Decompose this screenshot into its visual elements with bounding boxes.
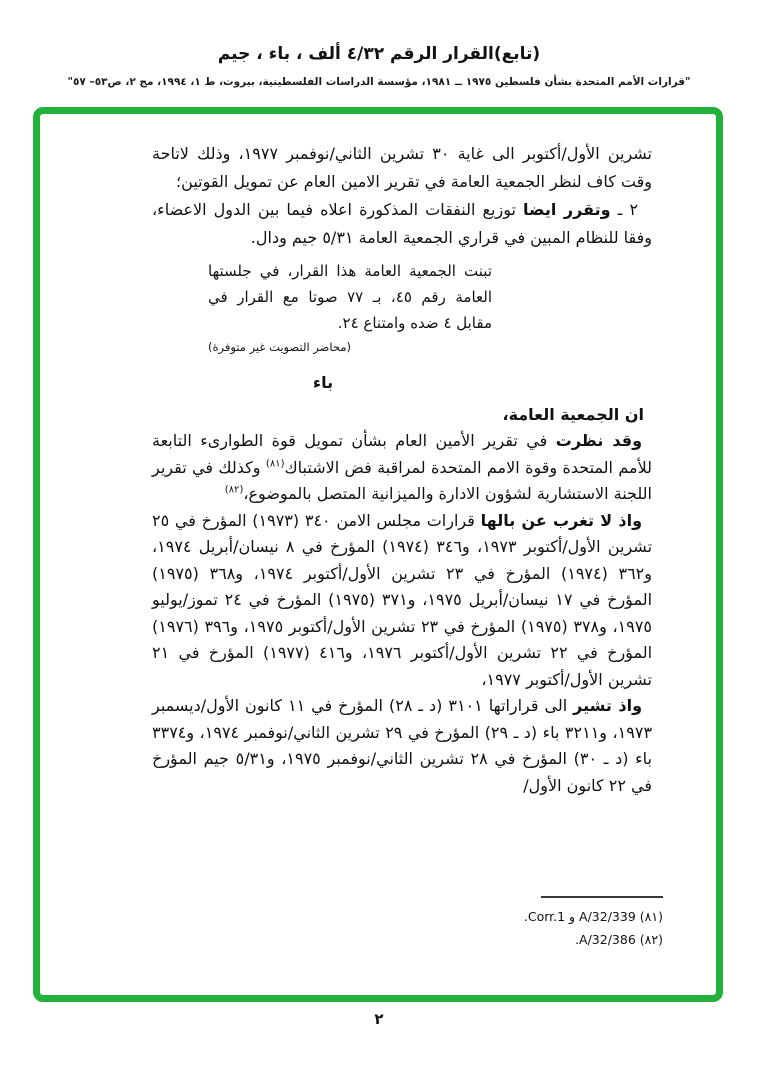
paragraph-text: الى قراراتها ٣١٠١ (د ـ ٢٨) المؤرخ في ١١ كانون الأول/ديسمبر ١٩٧٣، و٣٢١١ باء (د ـ ٢٩) المؤرخ في ٢٩ تشرين الثاني/نوفمبر ١٩٧٤، و٣٣٧٤ باء (د ـ ٣٠) المؤرخ في ٢٨ تشرين الثاني/نوفمبر ١٩٧٥، و٥/٣١ جيم المؤرخ في ٢٢ كانون الأول/ bbox=[152, 696, 653, 795]
paragraph-bearing-in-mind bbox=[152, 508, 652, 694]
clause-lead-bold: وتقرر ايضا bbox=[523, 200, 611, 219]
footnote-marker: (٨١) bbox=[639, 909, 663, 924]
footnote-82 bbox=[423, 928, 663, 951]
voting-records-note: (محاضر التصويت غير متوفرة) bbox=[208, 340, 351, 354]
adoption-note-text: تبنت الجمعية العامة هذا القرار، في جلستها العامة رقم ٤٥، بـ ٧٧ صوتا مع القرار في مقابل ٤ ضده وامتناع ٢٤. bbox=[208, 262, 492, 332]
footnote-ref-82: (٨٢) bbox=[224, 484, 244, 496]
paragraph-text: وكذلك في تقرير اللجنة الاستشارية لشؤون الادارة والميزانية المتصل بالموضوع، bbox=[152, 457, 652, 503]
adoption-note-block bbox=[208, 258, 492, 356]
footnote-separator-rule bbox=[541, 896, 663, 898]
footnote-text: A/32/339 و Corr.1. bbox=[523, 909, 636, 924]
paragraph-recalling bbox=[152, 693, 652, 799]
paragraph-lead-bold: واذ تشير bbox=[573, 696, 643, 715]
document-title: (تابع)القرار الرقم ٤/٣٢ ألف ، باء ، جيم bbox=[217, 44, 541, 64]
footnote-ref-81: (٨١) bbox=[265, 458, 285, 470]
paragraph-considered bbox=[152, 428, 652, 508]
section-b-opening: ان الجمعية العامة، bbox=[502, 405, 644, 424]
source-citation-line: "قرارات الأمم المتحدة بشأن فلسطين ١٩٧٥ ــ ١٩٨١، مؤسسة الدراسات الفلسطينية، بيروت، ط ١، ١٩٩٤، مج ٢، ص٥٣– ٥٧" bbox=[67, 76, 691, 88]
footnote-text: A/32/386. bbox=[575, 932, 636, 947]
footnotes-block bbox=[423, 896, 663, 951]
paragraph-continuation: تشرين الأول/أكتوبر الى غاية ٣٠ تشرين الثاني/نوفمبر ١٩٧٧، وذلك لاتاحة وقت كاف لنظر الجمعية العامة في تقرير الامين العام عن تمويل القوتين؛ bbox=[152, 144, 653, 191]
page-number: ٢ bbox=[374, 1010, 384, 1028]
footnote-marker: (٨٢) bbox=[639, 932, 663, 947]
paragraph-lead-bold: وقد نظرت bbox=[555, 431, 643, 450]
content-border bbox=[33, 107, 723, 1002]
paragraph-text: قرارات مجلس الامن ٣٤٠ (١٩٧٣) المؤرخ في ٢٥ تشرين الأول/أكتوبر ١٩٧٣، و٣٤٦ (١٩٧٤) المؤرخ في ٨ نيسان/أبريل ١٩٧٤، و٣٦٢ (١٩٧٤) المؤرخ في ٢٣ تشرين الأول/أكتوبر ١٩٧٤، و٣٦٨ (١٩٧٥) المؤرخ في ١٧ نيسان/أبريل ١٩٧٥، و٣٧١ (١٩٧٥) المؤرخ في ٢٤ تموز/يوليو ١٩٧٥، و٣٧٨ (١٩٧٥) المؤرخ في ٢٣ تشرين الأول/أكتوبر ١٩٧٥، و٣٩٦ (١٩٧٦) المؤرخ في ٢٢ تشرين الأول/أكتوبر ١٩٧٦، و٤١٦ (١٩٧٧) المؤرخ في ٢١ تشرين الأول/أكتوبر ١٩٧٧، bbox=[152, 510, 653, 689]
section-b-heading: باء bbox=[312, 373, 334, 392]
footnote-81 bbox=[423, 905, 663, 928]
clause-number: ٢ ـ bbox=[617, 200, 639, 219]
paragraph-text: في تقرير الأمين العام بشأن تمويل قوة الطوارىء التابعة للأمم المتحدة وقوة الامم المتحدة لمراقبة فض الاشتباك bbox=[152, 431, 653, 477]
paragraph-lead-bold: واذ لا تغرب عن بالها bbox=[480, 510, 643, 530]
clause-text: توزيع النفقات المذكورة اعلاه فيما بين الدول الاعضاء، وفقا للنظام المبين في قراري الجمعية العامة ٥/٣١ جيم ودال. bbox=[152, 200, 652, 247]
document-body bbox=[40, 114, 716, 799]
paragraph-clause-2 bbox=[152, 196, 652, 252]
